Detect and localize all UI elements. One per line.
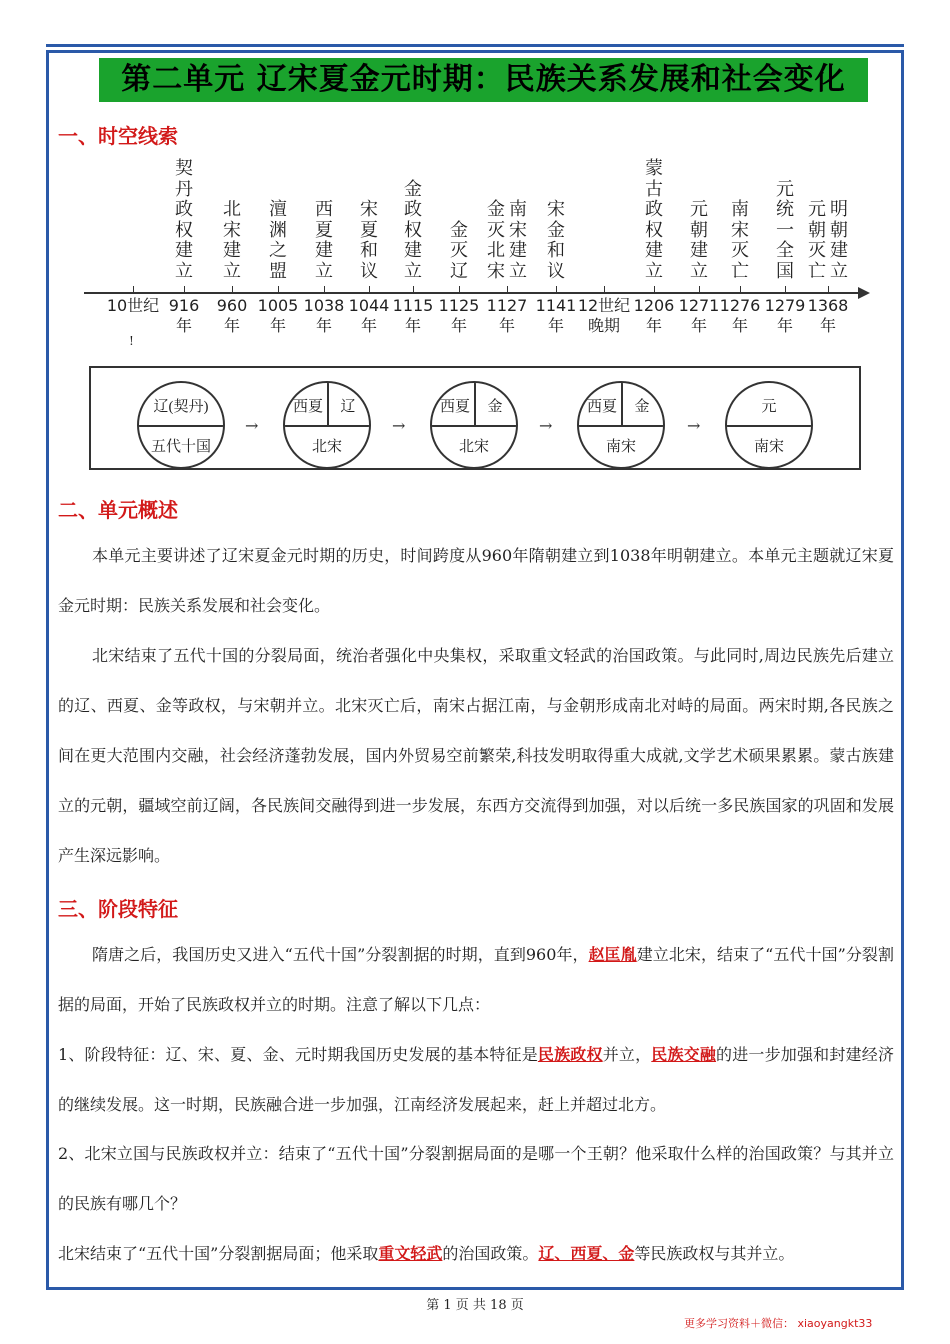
timeline-year: 916 年 [168, 296, 200, 335]
timeline-arrow [858, 287, 870, 299]
promo-text: 更多学习资料＋微信： xiaoyangkt33 [684, 1317, 873, 1330]
timeline-year: 1005 年 [257, 296, 299, 335]
timeline-tick [654, 286, 655, 293]
timeline-event-label: 南 宋 建 立 [509, 199, 527, 282]
timeline-tick [785, 286, 786, 293]
timeline-year: 1206 年 [633, 296, 675, 335]
timeline-year: 1038 年 [303, 296, 345, 335]
timeline-event-label: 金 灭 北 宋 [487, 199, 505, 282]
regime-circle [137, 381, 225, 469]
arrow-icon: → [392, 416, 406, 435]
timeline-year: 1368 年 [807, 296, 849, 335]
timeline-year: 1141 年 [535, 296, 577, 335]
timeline-event-label: 澶 渊 之 盟 [269, 199, 287, 282]
highlight-term: 民族政权 [537, 1045, 603, 1064]
regime-top: 辽(契丹) [153, 399, 209, 415]
timeline-event-label: 金 灭 辽 [450, 219, 468, 282]
timeline-tick [369, 286, 370, 293]
timeline-tick [459, 286, 460, 293]
top-rule [46, 44, 904, 47]
stage-paragraph-3: 2、北宋立国与民族政权并立：结束了“五代十国”分裂割据局面的是哪一个王朝？他采取什么样的治国政策？与其并立的民族有哪几个？ [58, 1144, 894, 1213]
timeline-tick [740, 286, 741, 293]
regime-bottom: 南宋 [605, 439, 636, 455]
page-title: 第二单元 辽宋夏金元时期：民族关系发展和社会变化 [99, 58, 868, 102]
timeline-event-label: 南 宋 灭 亡 [731, 199, 749, 282]
timeline-axis [84, 292, 860, 294]
regime-top: 元 [761, 399, 777, 415]
timeline-year: 1127 年 [486, 296, 528, 335]
section-heading-timeline: 一、时空线索 [58, 124, 178, 148]
regime-circle [283, 381, 371, 469]
timeline-year: 1276 年 [719, 296, 761, 335]
timeline-event-label: 明 朝 建 立 [830, 199, 848, 282]
highlight-term: 赵匡胤 [588, 945, 637, 964]
timeline-event-label: 契 丹 政 权 建 立 [175, 158, 193, 282]
timeline-year: 1125 年 [438, 296, 480, 335]
timeline-tick [232, 286, 233, 293]
arrow-icon: → [539, 416, 553, 435]
timeline-tick [324, 286, 325, 293]
regime-bottom: 北宋 [311, 439, 342, 455]
regime-top-right: 金 [487, 399, 503, 415]
page-number: 第 1 页 共 18 页 [426, 1298, 524, 1313]
timeline-tick [699, 286, 700, 293]
regime-circle [577, 381, 665, 469]
regime-bottom: 五代十国 [150, 439, 211, 455]
timeline-year: 10世纪 [106, 296, 160, 315]
timeline-year: 1271 年 [678, 296, 720, 335]
timeline-event-label: 金 政 权 建 立 [404, 178, 422, 282]
arrow-icon: → [245, 416, 259, 435]
highlight-term: 重文轻武 [378, 1244, 443, 1263]
regime-circle [430, 381, 518, 469]
overview-paragraph-1: 本单元主要讲述了辽宋夏金元时期的历史，时间跨度从960年隋朝建立到1038年明朝建立。本单元主题就辽宋夏金元时期：民族关系发展和社会变化。 [58, 546, 894, 615]
timeline-year: 1115 年 [392, 296, 434, 335]
highlight-term: 辽、西夏、金 [538, 1244, 635, 1263]
timeline-event-label: 元 统 一 全 国 [776, 178, 794, 282]
regime-top-left: 西夏 [586, 399, 617, 415]
timeline-event-label: 元 朝 建 立 [690, 199, 708, 282]
timeline-tick [828, 286, 829, 293]
stage-paragraph-2: 1、阶段特征：辽、宋、夏、金、元时期我国历史发展的基本特征是民族政权并立，民族交融的进一步加强和封建经济的继续发展。这一时期，民族融合进一步加强，江南经济发展起来，赶上并超过北方。 [58, 1045, 894, 1114]
timeline-event-label: 西 夏 建 立 [315, 199, 333, 282]
stage-paragraph-1: 隋唐之后，我国历史又进入“五代十国”分裂割据的时期，直到960年，赵匡胤建立北宋，结束了“五代十国”分裂割据的局面，开始了民族政权并立的时期。注意了解以下几点： [58, 945, 894, 1014]
timeline-year: 1044 年 [348, 296, 390, 335]
section-heading-stage: 三、阶段特征 [58, 897, 178, 921]
timeline-tick [556, 286, 557, 293]
highlight-term: 民族交融 [651, 1045, 717, 1064]
timeline-event-label: 元 朝 灭 亡 [808, 199, 826, 282]
section-heading-overview: 二、单元概述 [58, 498, 178, 522]
regime-diagram [89, 366, 861, 470]
timeline-tick [413, 286, 414, 293]
timeline-year: 1279 年 [764, 296, 806, 335]
regime-top-right: 金 [634, 399, 650, 415]
stage-paragraph-4: 北宋结束了“五代十国”分裂割据局面；他采取重文轻武的治国政策。辽、西夏、金等民族政权与其并立。 [58, 1244, 795, 1263]
timeline-event-label: 北 宋 建 立 [223, 199, 241, 282]
regime-top-left: 西夏 [439, 399, 470, 415]
timeline-event-label: 蒙 古 政 权 建 立 [645, 158, 663, 282]
timeline-tick [184, 286, 185, 293]
overview-paragraph-2: 北宋结束了五代十国的分裂局面，统治者强化中央集权，采取重文轻武的治国政策。与此同时,周边民族先后建立的辽、西夏、金等政权，与宋朝并立。北宋灭亡后，南宋占据江南，与金朝形成南北对峙的局面。两宋时期,各民族之间在更大范围内交融，社会经济蓬勃发展，国内外贸易空前繁荣,科技发明取得重大成就,文学艺术硕果累累。蒙古族建立的元朝，疆域空前辽阔，各民族间交融得到进一步发展，东西方交流得到加强，对以后统一多民族国家的巩固和发展产生深远影响。 [58, 646, 894, 865]
timeline-tick [278, 286, 279, 293]
timeline-tick [133, 286, 134, 293]
regime-top-right: 辽 [340, 399, 356, 415]
timeline-event-label: 宋 金 和 议 [547, 199, 565, 282]
timeline-tick [507, 286, 508, 293]
regime-bottom: 北宋 [458, 439, 489, 455]
timeline-tick [604, 286, 605, 293]
arrow-icon: → [687, 416, 701, 435]
timeline-year: 12世纪 晚期 [577, 296, 631, 335]
timeline-year: 960 年 [216, 296, 248, 335]
timeline-mark: ! [129, 334, 134, 348]
regime-top-left: 西夏 [292, 399, 323, 415]
regime-circle [725, 381, 813, 469]
regime-bottom: 南宋 [753, 439, 784, 455]
timeline-event-label: 宋 夏 和 议 [360, 199, 378, 282]
